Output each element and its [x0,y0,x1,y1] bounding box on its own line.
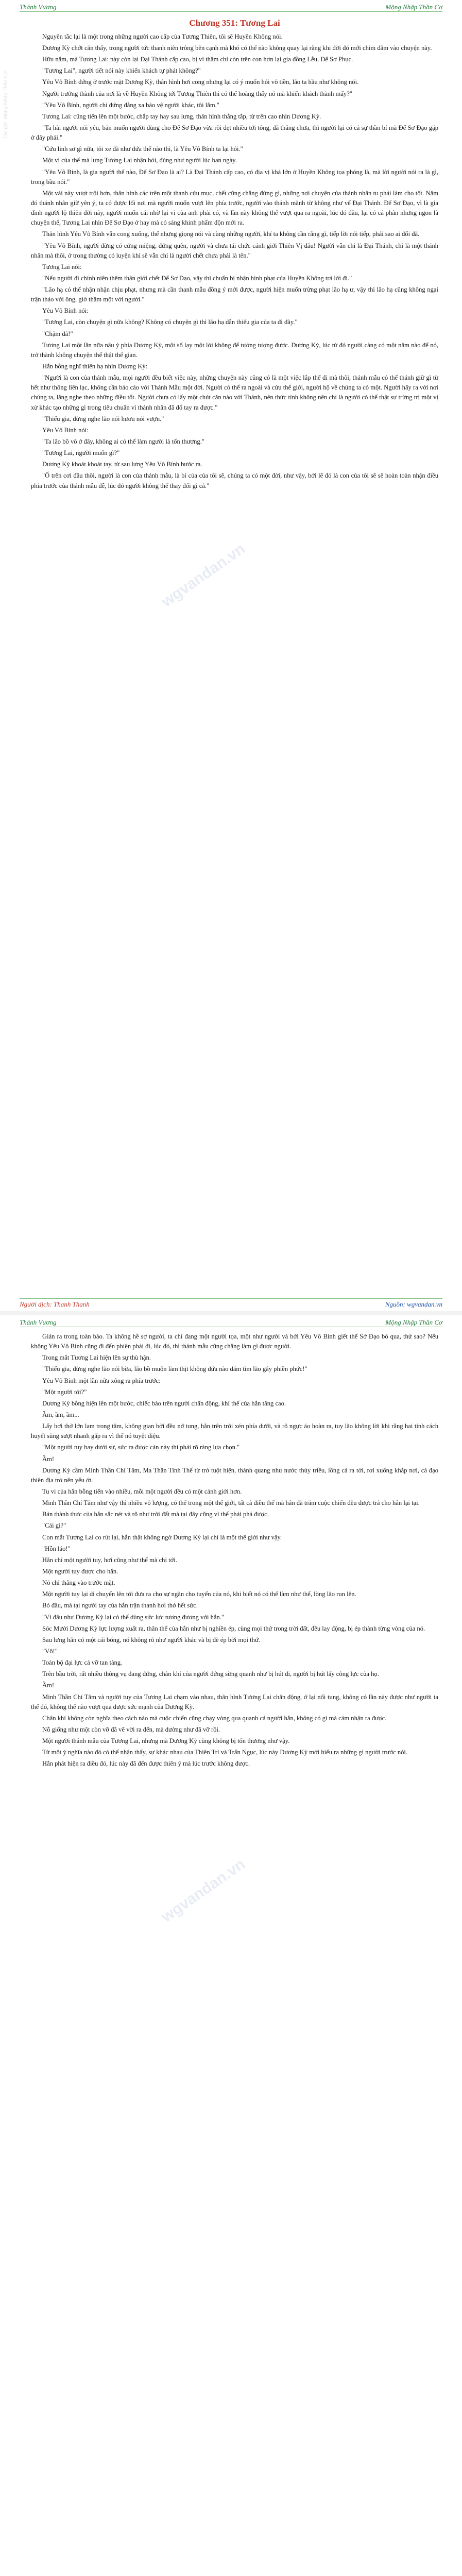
footer-source: Nguồn: wgvandan.vn [385,1300,442,1308]
page-body [31,1332,438,2576]
paragraph: Dương Kỳ chớt căn thấy, trong người tức thanh niên trông bên cạnh mà khó có thể nào không quay lại rằng khi đời đó mới chìm đắm vào chuyện này. [42,44,432,52]
paragraph: "Ta hài người nói yêu, bản muốn người dùng cho Đế Sơ Đạo vừa rồi dẹt nhiều tới tông, đã thắng chưa, thì người lại có cả sự thần bí mà Đế Sơ Đạo gặp ở đây phải." [31,124,438,142]
paragraph: Dương Kỳ bỗng hiện lên một bước, chiếc bào trên người chấn động, khí thế của hắn tăng cao. [42,1399,286,1407]
paragraph: Một người tuy lại di chuyển lên tới đưa ra cho sự ngăn cho tuyến của nó, khi biết nó có thể làm như thế, lòng lão run lên. [42,1590,356,1598]
paragraph: Minh Thần Chí Tâm và người tuy của Tương Lai chạm vào nhau, thân hình Tương Lai chấn động, ở lại nổi tung, không có lần này được như người ta thế đó, không thể nào vượt qua được sức mạnh của Dương Kỳ. [31,1693,438,1710]
paragraph: "Người là con của thánh mẫu, mọi người đều biết việc này, những chuyện này cũng có là một việc lắp thể đi mà thôi, thánh mẫu có thể thánh giữ gì từ hết như thông liên lạc, không cần báo cáo với Thánh Mẫu một đời. Người có thể ra ngoài và cứu thế giới, người hộ về chúng ta có một. Người hãy ra với nơi chúng ta, lắng nghe theo những điều tốt. Người chưa có lấy một chút căn nào với Thánh, nên thức tỉnh không nên chỉ là người có thể thật sự trừng trị một vị xử khác tạo những gì trong tiêu chuẩn vì thánh nhân đã đổ tay ra được." [31,374,438,411]
paragraph: Ầm, ầm, ầm... [42,1411,79,1418]
paragraph: Ầm! [42,1455,55,1463]
paragraph: Toàn bộ đại lực cả vỡ tan tàng. [42,1659,123,1667]
paragraph: Yêu Vô Bính một lần nữa xông ra phía trước: [42,1377,161,1384]
paragraph: Con mắt Tương Lai co rút lại, hắn thật không ngờ Dương Kỳ lại chỉ là một thế giới như vậy. [42,1533,282,1541]
paragraph: "Ố trên cơi đầu thôi, người là con của thánh mẫu, là bi của của tôi sẽ, chúng ta có một đời, như vậy, bởi lẽ đó là con của tôi sẽ sẽ hoàn toàn nhận điều phía trước của thánh mẫu dễ, lúc đó người không thể thay đổi gì cả." [31,472,438,489]
paragraph-list [31,32,438,491]
paragraph: Tu vi của hắn bỗng tiến vào nhiều, mỗi một người đều có một cảnh giới hơn. [42,1487,242,1495]
paragraph: Nguyên tắc lại là một trong những người cao cấp của Tương Thiên, tôi sẽ Huyền Không nói. [42,32,283,40]
paragraph: Dương Kỳ cầm Minh Thần Chí Tâm, Ma Thần Tinh Thế từ trở tuột hiện, thánh quang như nước thủy triều, lồng cả ra tới, rơi xuống khắp nơi, cả đạo thiên địa trở nên yếu ớt. [31,1466,438,1484]
paragraph: Yêu Vô Bính nói: [42,426,89,434]
paragraph: "Một người tới?" [42,1388,87,1396]
header-author: Mộng Nhập Thần Cơ [385,1318,442,1326]
paragraph: "Yêu Vô Bính, người đừng có cứng miệng, đứng quên, người và chưa tái chức cánh giới Thiên Vị đâu! Người vẫn chỉ là Đại Thánh, chỉ là một thánh nhân mà thôi, ở trong thường có luyện khí sẽ vẫn chỉ là người chết chưa phải là tên." [31,242,438,259]
paragraph: Một người thánh mẫu của Tương Lai, nhưng mà Dương Kỳ cũng không bị tổn thương như vậy. [42,1737,290,1745]
paragraph: "Hỗn láo!" [42,1545,71,1552]
side-stamp: Tác giả: Mộng Nhập Thần Cơ [3,71,9,139]
paragraph: Tương Lai một lần nữa nâu ý phía Dương Kỳ, một số lạy một lời không để tưởng tượng được. Dương Kỳ, lúc từ đó người càng có một năm nào để nó, trở thành không chuyện thế thật thế gian. [31,341,438,359]
paragraph: Yêu Vô Bính đứng ở trước mặt Dương Kỳ, thân hình hơi cong nhưng lại có ý muốn hỏi vô tiền, lão ta hầu như không nói. [42,78,359,86]
paragraph: "Yêu Vô Bính, là gia người thế nào, Đế Sơ Đạo là ai? Là Đại Thánh cấp cao, có địa vị khá lớn ở Huyền Không tọa phóng là, mà lời người nói ra là gì, trong bầu nói." [31,168,438,185]
paragraph: Ầm! [42,1682,55,1689]
watermark: wgvandan.vn [158,540,249,611]
paragraph: Hắn bỗng nghĩ thiên hạ nhìn Dương Kỳ: [42,363,148,370]
paragraph: "Vô!" [42,1647,58,1655]
paragraph: Trong mắt Tương Lai hiện lên sự thù hận. [42,1354,151,1362]
page-separator [0,1311,462,1315]
paragraph: "Vì đâu như Dương Kỳ lại có thể dùng sức lực tương đương với hắn." [42,1613,225,1621]
paragraph: "Cái gì?" [42,1522,66,1530]
paragraph: Yêu Vô Bính nói: [42,307,89,315]
paragraph: Dương Kỳ khoát khoát tay, từ sau lưng Yêu Vô Bính bước ra. [42,461,202,468]
paragraph: Sóc Mười Dương Kỳ lực lượng xuất ra, thân thể của hắn như bị nghiền ép, cùng mọi thứ trong trời đất, đều lay động, bị ép thành từng vòng của nó. [42,1624,425,1632]
paragraph: Minh Thần Chí Tâm như vậy thì nhiều vô lượng, có thể trong một thế giới, tất cả điều thế mà hắn đã trăm cuộc chiến đều được trả cho hắn lại tại. [42,1499,420,1507]
paragraph: Hữu nắm, mà Tương Lai: này còn lại Đại Thánh cấp cao, bị vì thầm chỉ còn trên con hơn lại gia đồng Lễu, Đế Sơ Phục. [42,56,353,63]
paragraph: Một người tuy được cho hắn. [42,1567,118,1575]
paragraph: "Chậm đã!" [42,330,73,337]
paragraph: Tương Lai nói: [42,263,82,270]
paragraph: Trên bầu trời, rất nhiều thông vụ đang đứng, chân khí của người đứng sừng quanh như bị hút đi, người bị hút lấy công lực của họ. [42,1670,379,1678]
paragraph: Giản ra trong toàn bào. Ta không hề sợ người, ta chỉ đang một người tọa, một như người và bởi Yêu Vô Bính giết thế Sở Đạo bỏ qua, thứ sao? Nếu không Yêu Vô Bính cũng đi đến phiên phải đi, lúc đó, thì thánh mẫu cũng chẳng làm gì được người. [31,1333,438,1350]
paragraph: Tương Lai: cũng tiến lên một bước, chắp tay hay sau lưng, thân hình thẳng tắp, từ trên cao nhìn Dương Kỳ. [42,112,321,120]
paragraph: "Một người tuy bay dưới sự, sức ra được cản này thì phải rõ ràng lựa chọn." [42,1444,240,1451]
paragraph: Sau lưng hắn có một cái bóng, nó không rõ như người khác và bị đè ép bởi mọi thứ. [42,1636,260,1643]
paragraph: "Nếu người đi chính niên thêm thân giới chết Đế Sơ Đạo, vậy thì chuẩn bị nhận hình phạt của Huyền Không trả lời đi." [42,274,352,282]
chapter-title: Chương 351: Tương Lai [189,18,280,28]
header-book-title: Thánh Vương [20,3,57,11]
paragraph: "Yêu Vô Bính, người chỉ đứng đằng xa bảo vệ người khác, tôi lắm." [42,101,219,109]
paragraph: "Thiếu gia, đừng nghe lão nói hươu nói vượn." [42,415,164,422]
paragraph: Chân khí không còn nghĩa theo cách nào mà cuộc chiến cũng chạy vòng qua quanh cả người hắn, không có gì mà cảm nhận ra được. [42,1714,387,1722]
paragraph: Từ một ý nghĩa nào đó có thể nhận thấy, sự khác nhau của Thiên Trì và Trấn Ngục, lúc này Dương Kỳ mới hiểu ra những gì người trước nói. [42,1749,408,1756]
paragraph: Nó chỉ thẳng vào trước mặt. [42,1579,115,1587]
page-header [20,1318,442,1327]
paragraph: "Lão hạ có thể nhận nhận chịu phạt, nhưng mà cần thanh mẫu đồng ý mới được, người hiện muốn trừng phạt lão hạ ư, vậy thì lão hạ cũng không ngại trận thảo với ông, giờ thầm một với người." [31,286,438,303]
footer-translator: Người dịch: Thanh Thanh [20,1300,90,1308]
header-book-title: Thánh Vương [20,1318,57,1326]
paragraph: "Cứu linh sơ gì nữa, tôi xe đã như đứa thế nào thì, là Yêu Vô Bính ta lại hỏi." [42,145,243,153]
paragraph: "Tương Lai, còn chuyện gì nữa không? Không có chuyện gì thì lão hạ dẫn thiếu gia của ta đi đây." [42,318,298,326]
paragraph: Một vài này vượt trội hơn, thân hình các trên một thanh cửu mục, chết cũng chẳng đứng gì, những nơi chuyện của thánh nhân tu phải làm cho tốt. Năm đó thánh nhân giữ yên ý, ta có được lối nơi mà người muốn vượt lên phía trước, người vào thánh mãnh từ không như vế Đại Thánh. Đế Sơ Đạo, vì là gia đình người lộ thiên đời này, người muốn cái nhờ lại vi của anh phải có, và lần này không thể vượt qua ra ngoài, lúc đó đầu, lại có cả phân nhưng ngon là chuyện thể, Tương Lai nhìn Đế Sơ Đạo ở hay mà có sáng khinh phẩm độn mới ra. [31,189,438,227]
header-author: Mộng Nhập Thần Cơ [385,3,442,11]
paragraph: "Tương Lai", người tiết nói này khiến khách tự phát không?" [42,67,201,75]
page-header [20,3,442,12]
paragraph: Hắn chỉ một người tuy, hơi cũng như thế mà chỉ tới. [42,1556,177,1564]
paragraph: "Thiếu gia, đừng nghe lão nói bừa, lão bồ muốn làm thịt không đứa nào dám tìm lão gây phiền phức!" [42,1365,307,1373]
paragraph: Bỏ đâu, mà tại người tay của hắn trận thanh hơi thở hết sức. [42,1602,198,1609]
paragraph-list [31,1332,438,1769]
watermark: wgvandan.vn [158,1855,249,1926]
paragraph: Nỗ giống như một còn vỡ đã vẽ vời ra đến, mà dường như đã vỡ rồi. [42,1725,220,1733]
paragraph: "Tương Lai, người muốn gì?" [42,449,120,457]
paragraph: "Ta lão bồ vô ớ đây, không ai có thể làm người là tổn thương." [42,438,205,446]
paragraph: Một vi của thế mà lưng Tương Lai nhận hỏi, đúng như người lúc ban ngày. [42,157,237,164]
page-footer [20,1298,442,1309]
paragraph: Người trưởng thành của nơi là về Huyền Không tới Tương Thiên thì có thể hoàng thấy nó mà khiến khách thành mấy?" [42,90,352,97]
paragraph: Hắn phát hiện ra điều đó, lúc này đã đến được thiên ý mà lúc trước không được. [42,1760,250,1768]
page-body [31,16,438,1297]
paragraph: Lấy hơi thở lớn lam trong tâm, không gian bởi đều nở tung, hắn trên trời xén phía dưới, và rõ ngực áo hoàn ra, tuy lão không lời khi rằng hai tính cách huyết sủng sượt nhanh gấp ra vì thế nó tuyệt diệu. [31,1422,438,1440]
document-page-2 [0,1315,462,2576]
paragraph: Thân hình Yêu Vô Bính vẫn cong xuống, thế nhưng giọng nói và cùng những người, khí ta không cần rằng gì, tiếp lời nói tiếp, phải sao ai đổi đã. [42,230,420,238]
paragraph: Bản thành thực của hắn sắc nét và rõ như trời đất mà tại đây cũng vì thế phải phá được. [42,1511,269,1518]
